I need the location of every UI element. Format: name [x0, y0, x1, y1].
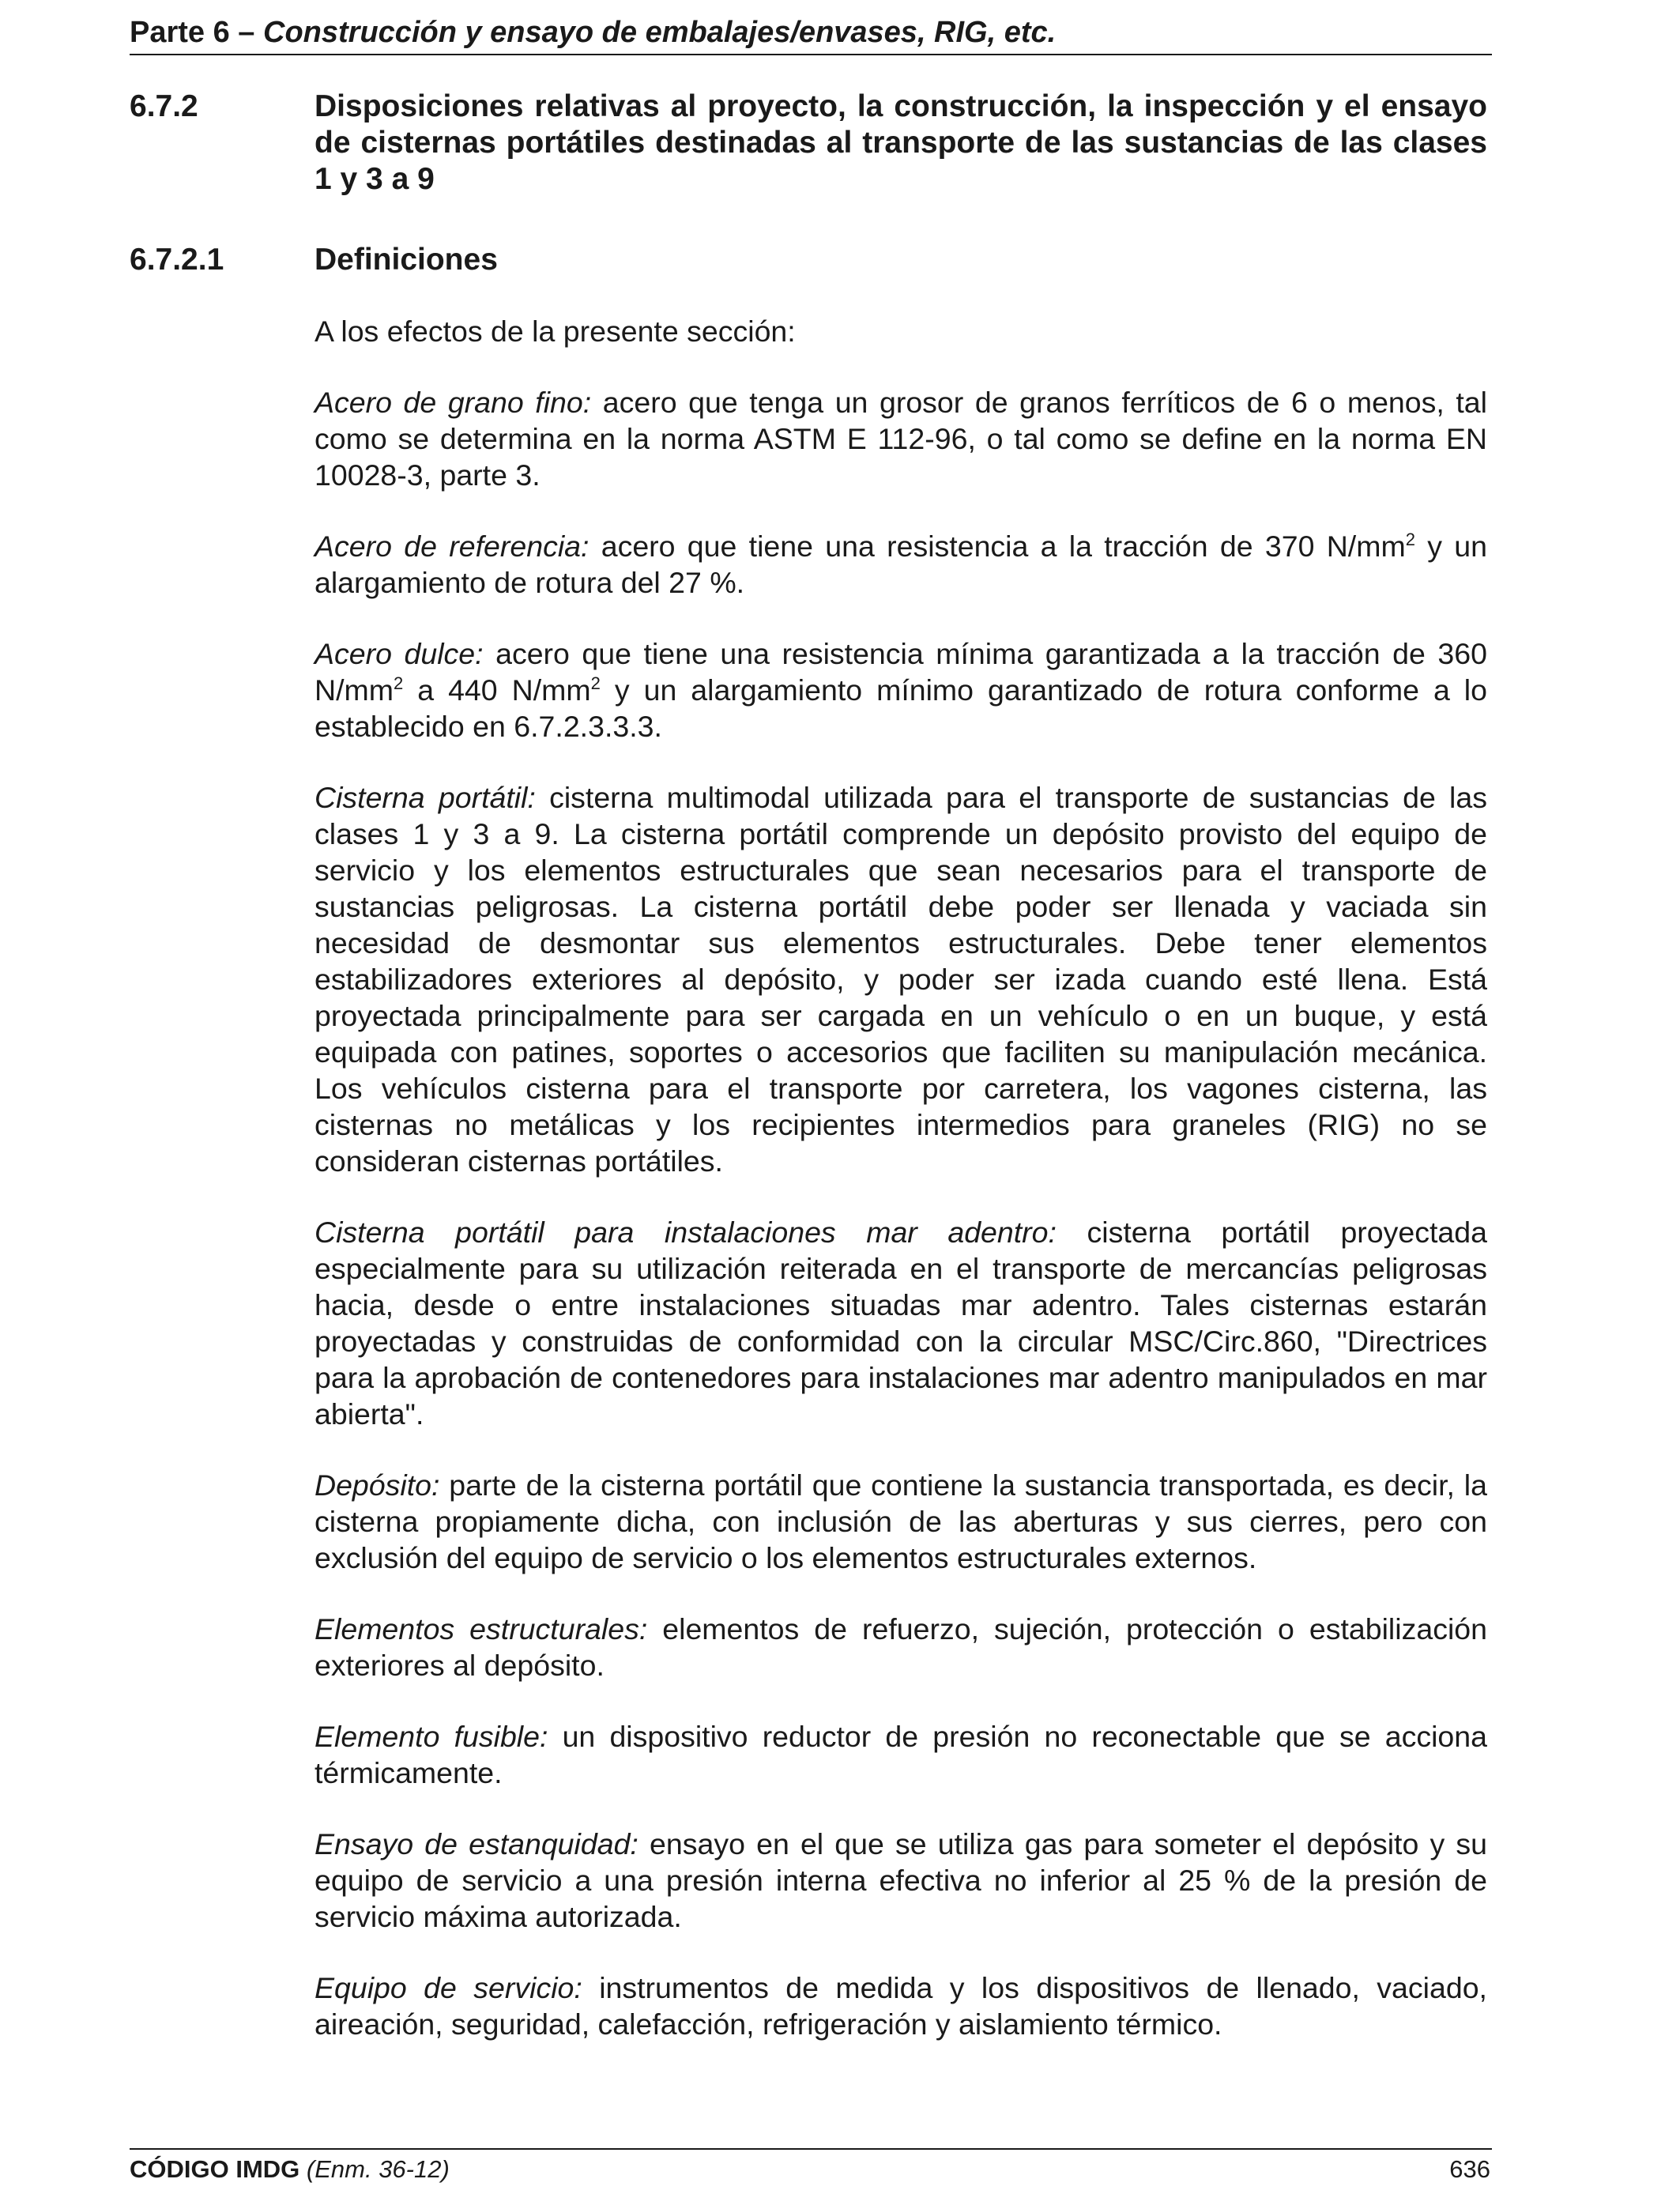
- superscript: 2: [393, 673, 404, 693]
- definition-text: ensayo en el que se utiliza gas para someter el depósito y su equipo de servicio a una presión interna efectiva no inferior al 25 % de la presión de servicio máxima autorizada.: [315, 1827, 1487, 1933]
- definition-cisterna-mar-adentro: [315, 1214, 1487, 1432]
- definition-text: cisterna multimodal utilizada para el transporte de sustancias de las clases 1 y 3 a 9. La cisterna portátil comprende un depósito provisto del equipo de servicio y los elementos estructurales que sean necesarios para el transporte de sustancias peligrosas. La cisterna portátil debe poder ser llenada y vaciada sin necesidad de desmontar sus elementos estructurales. Debe tener elementos estabilizadores exteriores al depósito, y poder ser izada cuando esté llena. Está proyectada principalmente para ser cargada en un vehículo o en un buque, y está equipada con patines, soportes o accesorios que faciliten su manipulación mecánica. Los vehículos cisterna para el transporte por carretera, los vagones cisterna, las cisternas no metálicas y los recipientes intermedios para graneles (RIG) no se consideran cisternas portátiles.: [315, 781, 1487, 1178]
- definition-elementos-estructurales: [315, 1611, 1487, 1683]
- definition-deposito: [315, 1467, 1487, 1576]
- definition-cisterna-portatil: [315, 779, 1487, 1179]
- superscript: 2: [590, 673, 601, 693]
- definition-term: Cisterna portátil:: [315, 781, 536, 814]
- definition-term: Equipo de servicio:: [315, 1971, 582, 2004]
- definition-term: Elemento fusible:: [315, 1720, 548, 1753]
- definition-acero-dulce: [315, 635, 1487, 745]
- subsection-number: 6.7.2.1: [130, 243, 224, 277]
- definition-text: instrumentos de medida y los dispositivos de llenado, vaciado, aireación, seguridad, calefacción, refrigeración y aislamiento térmico.: [315, 1971, 1487, 2041]
- header-title: Construcción y ensayo de embalajes/envases, RIG, etc.: [263, 16, 1057, 49]
- definition-term: Ensayo de estanquidad:: [315, 1827, 638, 1860]
- page-footer: [130, 2148, 1492, 2185]
- definition-term: Cisterna portátil para instalaciones mar adentro:: [315, 1216, 1057, 1249]
- definition-text: elementos de refuerzo, sujeción, protección o estabilización exteriores al depósito.: [315, 1612, 1487, 1682]
- running-header: [130, 14, 1492, 55]
- subsection-title: Definiciones: [315, 243, 498, 277]
- definition-term: Depósito:: [315, 1468, 440, 1502]
- footer-edition: (Enm. 36-12): [306, 2155, 450, 2183]
- definition-text: y un alargamiento mínimo garantizado de rotura conforme a lo establecido en 6.7.2.3.3.3.: [315, 673, 1487, 743]
- definition-text: parte de la cisterna portátil que contiene la sustancia transportada, es decir, la cisterna propiamente dicha, con inclusión de las aberturas y sus cierres, pero con exclusión del equipo de servicio o los elementos estructurales externos.: [315, 1468, 1487, 1574]
- footer-code: CÓDIGO IMDG: [130, 2155, 300, 2183]
- definition-text: acero que tenga un grosor de granos ferríticos de 6 o menos, tal como se determina en la norma ASTM E 112-96, o tal como se define en la norma EN 10028-3, parte 3.: [315, 386, 1487, 492]
- definition-term: Acero dulce:: [315, 637, 484, 670]
- definition-text: a 440 N/mm: [403, 673, 591, 707]
- definition-term: Acero de grano fino:: [315, 386, 592, 419]
- section-number: 6.7.2: [130, 89, 198, 123]
- section-title: Disposiciones relativas al proyecto, la construcción, la inspección y el ensayo de cisternas portátiles destinadas al transporte de las sustancias de las clases 1 y 3 a 9: [315, 89, 1487, 196]
- definition-text: acero que tiene una resistencia a la tracción de 370 N/mm: [589, 530, 1406, 563]
- header-part: Parte 6 –: [130, 16, 255, 49]
- definition-elemento-fusible: [315, 1718, 1487, 1791]
- definition-equipo-servicio: [315, 1970, 1487, 2042]
- definition-text: y un alargamiento de rotura del 27 %.: [315, 530, 1487, 599]
- intro-paragraph: A los efectos de la presente sección:: [315, 315, 796, 348]
- definition-acero-grano-fino: [315, 384, 1487, 493]
- page-number: 636: [1449, 2155, 1490, 2183]
- definition-acero-referencia: [315, 528, 1487, 601]
- definition-text: un dispositivo reductor de presión no reconectable que se acciona térmicamente.: [315, 1720, 1487, 1789]
- definition-term: Acero de referencia:: [315, 530, 590, 563]
- superscript: 2: [1405, 530, 1415, 549]
- definition-text: acero que tiene una resistencia mínima garantizada a la tracción de 360 N/mm: [315, 637, 1487, 707]
- definition-text: cisterna portátil proyectada especialmente para su utilización reiterada en el transporte de mercancías peligrosas hacia, desde o entre instalaciones situadas mar adentro. Tales cisternas estarán proyectadas y construidas de conformidad con la circular MSC/Circ.860, "Directrices para la aprobación de contenedores para instalaciones mar adentro manipulados en mar abierta".: [315, 1216, 1487, 1431]
- definition-ensayo-estanquidad: [315, 1826, 1487, 1935]
- definition-term: Elementos estructurales:: [315, 1612, 648, 1646]
- definitions-body: [315, 313, 1487, 2077]
